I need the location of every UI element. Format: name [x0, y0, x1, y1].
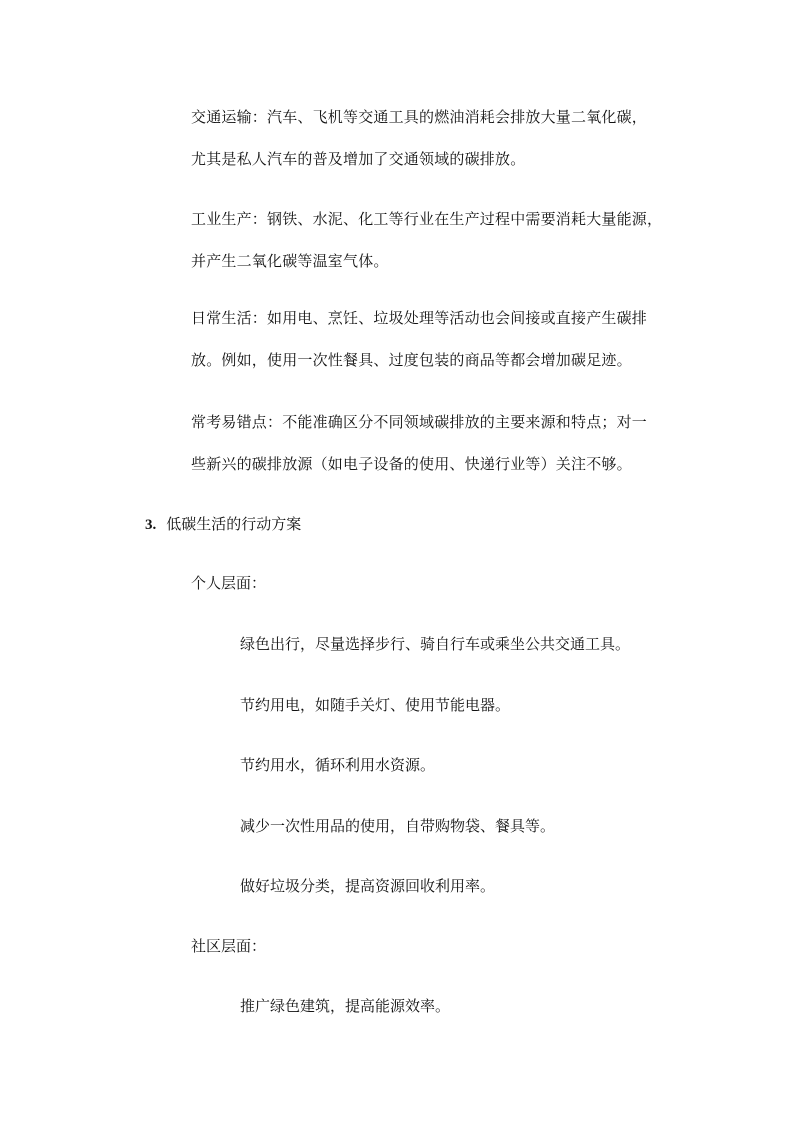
paragraph-common-mistakes: [191, 401, 691, 485]
section-title: 低碳生活的行动方案: [166, 515, 302, 533]
paragraph-line: 放。例如，使用一次性餐具、过度包装的商品等都会增加碳足迹。: [191, 351, 632, 369]
section-number: 3.: [145, 517, 157, 533]
paragraph-line: 交通运输：汽车、飞机等交通工具的燃油消耗会排放大量二氧化碳，: [191, 108, 648, 126]
subheading-community: 社区层面：: [191, 937, 267, 955]
list-item: 节约用水，循环利用水资源。: [240, 756, 436, 774]
list-item: 绿色出行，尽量选择步行、骑自行车或乘坐公共交通工具。: [240, 635, 631, 653]
paragraph-line: 常考易错点：不能准确区分不同领域碳排放的主要来源和特点；对一: [191, 413, 648, 431]
paragraph-transportation: [191, 96, 691, 180]
paragraph-line: 尤其是私人汽车的普及增加了交通领域的碳排放。: [191, 150, 526, 168]
paragraph-line: 日常生活：如用电、烹饪、垃圾处理等活动也会间接或直接产生碳排: [191, 309, 648, 327]
list-item: 推广绿色建筑，提高能源效率。: [240, 997, 451, 1015]
list-item: 做好垃圾分类，提高资源回收利用率。: [240, 877, 496, 895]
list-item: 节约用电，如随手关灯、使用节能电器。: [240, 696, 511, 714]
list-item: 减少一次性用品的使用，自带购物袋、餐具等。: [240, 817, 556, 835]
section-heading: [145, 512, 301, 537]
paragraph-line: 些新兴的碳排放源（如电子设备的使用、快递行业等）关注不够。: [191, 455, 632, 473]
subheading-personal: 个人层面：: [191, 574, 267, 592]
paragraph-line: 并产生二氧化碳等温室气体。: [191, 252, 389, 270]
paragraph-line: 工业生产：钢铁、水泥、化工等行业在生产过程中需要消耗大量能源，: [191, 210, 663, 228]
paragraph-daily-life: [191, 297, 691, 381]
paragraph-industry: [191, 198, 691, 282]
